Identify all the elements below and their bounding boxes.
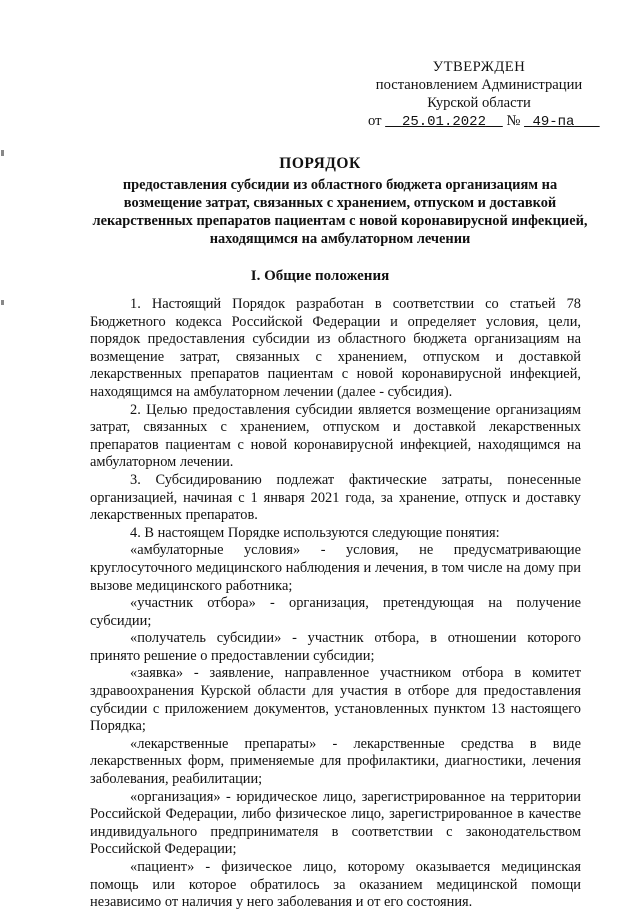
paragraph-2: 2. Целью предоставления субсидии является возмещение организациям затрат, связанных с хранением, отпуском и доставкой лекарственных препаратов пациентам с новой коронавирусной инфекцией, находящимся на амбулаторном лечении. bbox=[90, 401, 581, 471]
definition-recipient: «получатель субсидии» - участник отбора, в отношении которого принято решение о предоставлении субсидии; bbox=[90, 630, 581, 664]
definition-application: «заявка» - заявление, направленное участником отбора в комитет здравоохранения Курской области для участия в отборе для предоставления субсидии с приложением документов, установленных пунктом 13 настоящего Порядка; bbox=[90, 665, 581, 735]
approval-date-line bbox=[364, 112, 594, 131]
section-heading: I. Общие положения bbox=[250, 268, 390, 284]
date-prefix: от bbox=[368, 113, 382, 129]
paragraph-3: 3. Субсидированию подлежат фактические затраты, понесенные организацией, начиная с 1 января 2021 года, за хранение, отпуск и доставку лекарственных препаратов. bbox=[90, 471, 581, 524]
document-body bbox=[90, 296, 581, 912]
approval-title: УТВЕРЖДЕН bbox=[432, 59, 526, 75]
definition-outpatient: «амбулаторные условия» - условия, не предусматривающие круглосуточного медицинского наблюдения и лечения, в том числе на дому при вызове медицинского работника; bbox=[90, 542, 581, 594]
approval-date: 25.01.2022 bbox=[401, 114, 486, 130]
number-prefix: № bbox=[506, 113, 521, 129]
definition-organization: «организация» - юридическое лицо, зарегистрированное на территории Российской Федерации, либо физическое лицо, зарегистрированное в качестве индивидуального предпринимателя в соответствии с законодательством Российской Федерации; bbox=[90, 788, 581, 858]
approval-region: Курской области bbox=[427, 95, 531, 111]
document-subtitle: предоставления субсидии из областного бюджета организациям на возмещение затрат, связанных с хранением, отпуском и доставкой лекарственных препаратов пациентам с новой коронавирусной инфекцией, находящимся на амбулаторном лечении bbox=[92, 177, 588, 247]
definition-drugs: «лекарственные препараты» - лекарственные средства в виде лекарственных форм, применяемые для профилактики, диагностики, лечения заболевания, реабилитации; bbox=[90, 735, 581, 788]
approval-issuer: постановлением Администрации bbox=[375, 77, 583, 93]
definition-patient: «пациент» - физическое лицо, которому оказывается медицинская помощь или которое обратилось за оказанием медицинской помощи независимо от наличия у него заболевания и от его состояния. bbox=[90, 859, 581, 911]
approval-stamp bbox=[364, 58, 594, 131]
definition-participant: «участник отбора» - организация, претендующая на получение субсидии; bbox=[90, 595, 581, 629]
paragraph-4: 4. В настоящем Порядке используются следующие понятия: bbox=[130, 524, 500, 541]
document-title: ПОРЯДОК bbox=[279, 155, 361, 172]
paragraph-1: 1. Настоящий Порядок разработан в соответствии со статьей 78 Бюджетного кодекса Российской Федерации и определяет условия, цели, порядок предоставления субсидии из областного бюджета организациям на возмещение затрат, связанных с хранением, отпуском и доставкой лекарственных препаратов пациентам с новой коронавирусной инфекцией, находящимся на амбулаторном лечении (далее - субсидия). bbox=[90, 296, 581, 400]
scan-margin-mark bbox=[1, 300, 4, 305]
approval-number: 49-па bbox=[532, 114, 575, 130]
